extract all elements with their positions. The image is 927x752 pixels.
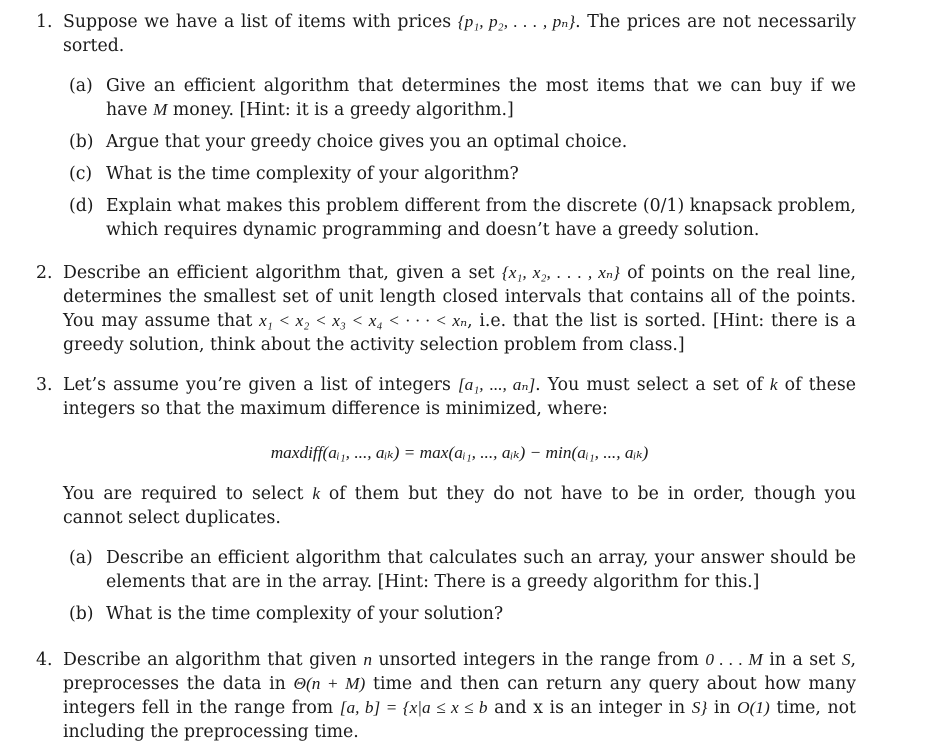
problem-1-part-b: (b) Argue that your greedy choice gives you an optimal choice.: [69, 132, 628, 152]
problem-2-text: Describe an efficient algorithm that, given a set {x₁, x₂, . . . , xₙ} of points on the real line, determines the smallest set of unit length closed intervals that contains all of the points. You may assume that x₁ < x₂ < x₃ < x₄ < · · · < xₙ, i.e. that the list is sorted. [Hint: there is a greedy solution, think about the activity selection problem from class.]: [63, 263, 856, 355]
problem-1-part-a: (a) Give an efficient algorithm that determines the most items that we can buy if we have M money. [Hint: it is a greedy algorithm.]: [69, 76, 856, 120]
problem-number: 3.: [36, 375, 53, 395]
problem-number: 4.: [36, 650, 53, 670]
problem-4: [36, 648, 856, 744]
problem-3-constraint: You are required to select k of them but they do not have to be in order, though you cannot select duplicates.: [63, 484, 856, 528]
problem-1-text: Suppose we have a list of items with prices {p₁, p₂, . . . , pₙ}. The prices are not necessarily sorted.: [63, 12, 856, 56]
problem-3-part-b: (b) What is the time complexity of your solution?: [69, 604, 504, 624]
problem-number: 2.: [36, 263, 53, 283]
problem-1: [36, 10, 856, 242]
maxdiff-equation: maxdiff(aᵢ₁, ..., aᵢₖ) = max(aᵢ₁, ..., aᵢₖ) − min(aᵢ₁, ..., aᵢₖ): [270, 443, 649, 462]
problem-2: [36, 261, 856, 357]
problem-1-part-d: (d) Explain what makes this problem different from the discrete (0/1) knapsack problem, which requires dynamic programming and doesn’t have a greedy solution.: [69, 196, 856, 240]
problem-3: [36, 373, 856, 626]
problem-3-text: Let’s assume you’re given a list of integers [a₁, ..., aₙ]. You must select a set of k of these integers so that the maximum difference is minimized, where:: [63, 375, 856, 419]
problem-4-text: Describe an algorithm that given n unsorted integers in the range from 0 . . . M in a set S, preprocesses the data in Θ(n + M) time and then can return any query about how many integers fell in the range from [a, b] = {x|a ≤ x ≤ b and x is an integer in S} in O(1) time, not including the preprocessing time.: [63, 650, 857, 742]
problem-3-part-a: (a) Describe an efficient algorithm that calculates such an array, your answer should be elements that are in the array. [Hint: There is a greedy algorithm for this.]: [69, 548, 856, 592]
problem-number: 1.: [36, 12, 53, 32]
problem-1-part-c: (c) What is the time complexity of your algorithm?: [69, 164, 519, 184]
